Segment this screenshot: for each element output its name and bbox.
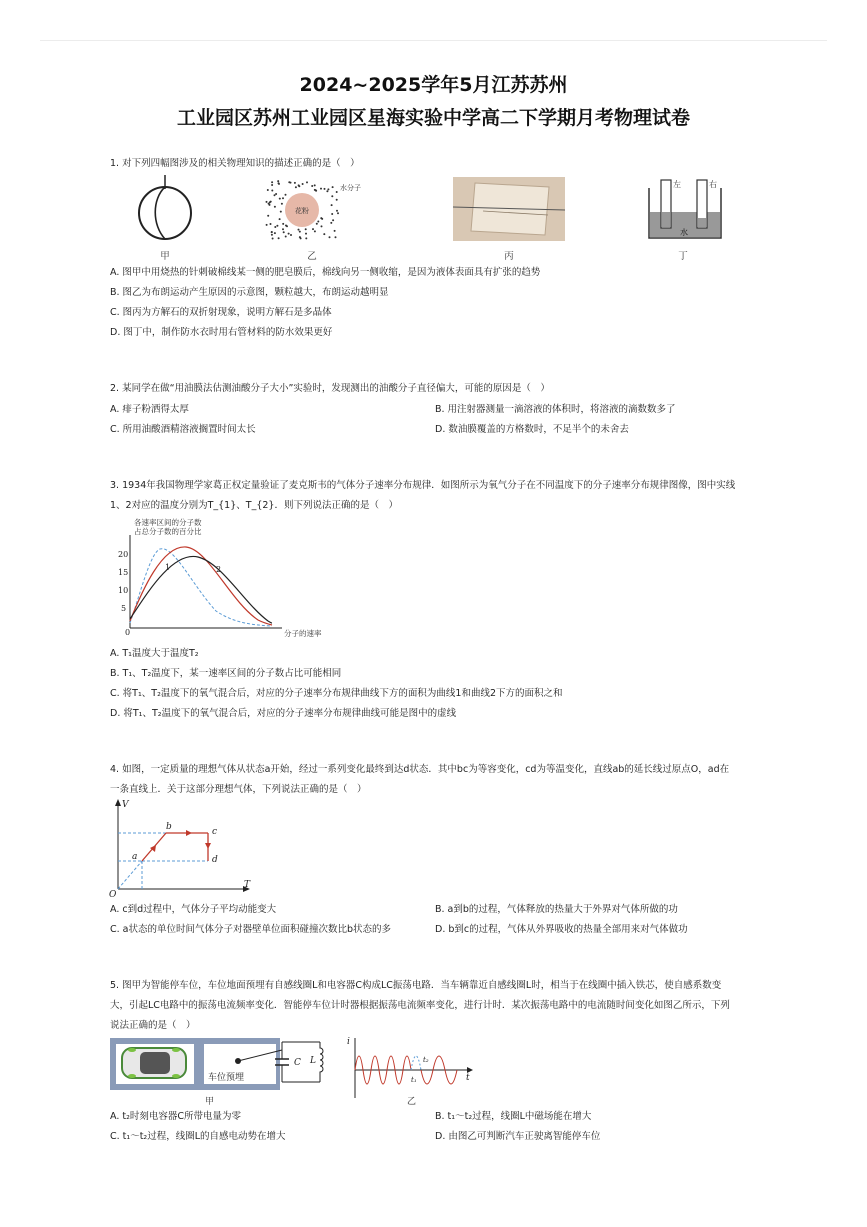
water-molecule-dot xyxy=(312,228,314,230)
q4-stem-line2: 一条直线上．关于这部分理想气体，下列说法正确的是（ ） xyxy=(110,784,367,795)
water-molecule-dot xyxy=(305,237,307,239)
water-molecule-dot xyxy=(294,182,296,184)
water-molecule-dot xyxy=(271,234,273,236)
q1-figure-jia xyxy=(130,175,200,245)
water-molecule-dot xyxy=(285,236,287,238)
water-molecule-dot xyxy=(275,193,277,195)
water-molecule-dot xyxy=(316,223,318,225)
water-molecule-dot xyxy=(271,181,273,183)
water-molecule-dot xyxy=(314,230,316,232)
water-molecule-dot xyxy=(337,212,339,214)
water-molecule-dot xyxy=(323,233,325,235)
q4-option-b: B. a到b的过程，气体释放的热量大于外界对气体所做的功 xyxy=(435,904,678,915)
q1-ding-right-label: 右 xyxy=(709,180,717,189)
q4-point-c: c xyxy=(212,827,218,837)
q1-yi-side-label: 水分子 xyxy=(340,184,361,192)
water-molecule-dot xyxy=(282,223,284,225)
water-molecule-dot xyxy=(330,222,332,224)
q5-inductor-label: L xyxy=(310,1056,316,1066)
q1-ding-left-label: 左 xyxy=(673,180,681,189)
q1-caption-yi: 乙 xyxy=(307,251,317,262)
water-molecule-dot xyxy=(305,228,307,230)
q5-stem-line1: 5. 图甲为智能停车位，车位地面预埋有自感线圈L和电容器C构成LC振荡电路．当车辆靠近自感线圈L时，相当于在线圈中插入铁芯，使自感系数变 xyxy=(110,980,722,991)
water-molecule-dot xyxy=(336,191,338,193)
water-molecule-dot xyxy=(288,233,290,235)
q5-stem-line2: 大，引起LC电路中的振荡电流频率变化．智能停车位计时器根据振荡电流频率变化，进行计时．某次振荡电路中的电流随时间变化如图乙所示，下列 xyxy=(110,1000,730,1011)
water-molecule-dot xyxy=(317,221,319,223)
water-molecule-dot xyxy=(334,230,336,232)
water-molecule-dot xyxy=(281,203,283,205)
chart-xlabel: 分子的速率 xyxy=(284,629,322,638)
top-divider xyxy=(40,40,827,41)
chart-series-label-2: 2 xyxy=(216,565,222,574)
q1-caption-ding: 丁 xyxy=(678,251,688,262)
q5-label-t1: t₁ xyxy=(411,1076,417,1084)
water-molecule-dot xyxy=(274,194,276,196)
q4-axis-V: V xyxy=(122,800,129,810)
q3-option-a: A. T₁温度大于温度T₂ xyxy=(110,648,199,659)
q5-stem-line3: 说法正确的是（ ） xyxy=(110,1020,196,1031)
q5-label-t2: t₂ xyxy=(423,1056,429,1064)
water-molecule-dot xyxy=(271,190,273,192)
water-molecule-dot xyxy=(274,206,276,208)
chart-series-label-1: 1 xyxy=(165,563,171,572)
water-molecule-dot xyxy=(282,197,284,199)
page-title-line1: 2024~2025学年5月江苏苏州 xyxy=(299,74,568,96)
q4-vt-diagram xyxy=(108,797,258,899)
page-title-line2: 工业园区苏州工业园区星海实验中学高二下学期月考物理试卷 xyxy=(176,107,690,129)
q5-caption-yi: 乙 xyxy=(407,1097,417,1107)
q2-option-a: A. 痱子粉洒得太厚 xyxy=(110,404,189,415)
chart-curve-1 xyxy=(130,547,272,625)
water-molecule-dot xyxy=(282,228,284,230)
chart-y-tick-15: 15 xyxy=(118,568,129,577)
water-molecule-dot xyxy=(305,233,307,235)
q1-figure-ding xyxy=(645,178,725,242)
q5-caption-jia: 甲 xyxy=(205,1097,215,1107)
water-molecule-dot xyxy=(315,190,317,192)
q5-option-d: D. 由图乙可判断汽车正驶离智能停车位 xyxy=(435,1131,601,1142)
q3-stem-line1: 3. 1934年我国物理学家葛正权定量验证了麦克斯韦的气体分子速率分布规律．如图所示为氧气分子在不同温度下的分子速率分布规律图像，图中实线 xyxy=(110,480,736,491)
q1-ding-water-label: 水 xyxy=(680,228,688,237)
water-molecule-dot xyxy=(274,226,276,228)
q5-option-c: C. t₁～t₂过程，线圈L的自感电动势在增大 xyxy=(110,1131,286,1142)
water-molecule-dot xyxy=(324,188,326,190)
water-molecule-dot xyxy=(299,231,301,233)
water-molecule-dot xyxy=(300,237,302,239)
q4-origin-O: O xyxy=(109,890,117,899)
q4-option-a: A. c到d过程中，气体分子平均动能变大 xyxy=(110,904,277,915)
chart-y-tick-5: 5 xyxy=(121,604,127,613)
water-molecule-dot xyxy=(320,217,322,219)
q4-point-b: b xyxy=(166,822,172,832)
water-molecule-dot xyxy=(327,188,329,190)
q2-stem: 2. 某同学在做“用油膜法估测油酸分子大小”实验时，发现测出的油酸分子直径偏大，可能的原因是（ ） xyxy=(110,383,550,394)
q1-caption-jia: 甲 xyxy=(160,251,170,262)
q3-option-c: C. 将T₁、T₂温度下的氧气混合后，对应的分子速率分布规律曲线下方的面积为曲线1和曲线2下方的面积之和 xyxy=(110,688,563,699)
water-molecule-dot xyxy=(306,181,308,183)
q2-option-d: D. 数油膜覆盖的方格数时，不足半个的未舍去 xyxy=(435,424,629,435)
q5-current-time-graph xyxy=(345,1036,475,1108)
water-molecule-dot xyxy=(331,213,333,215)
q4-point-d: d xyxy=(212,855,218,865)
q5-parking-label: 车位预埋 xyxy=(208,1073,245,1083)
water-molecule-dot xyxy=(278,237,280,239)
chart-ylabel-line1: 各速率区间的分子数 xyxy=(134,518,202,527)
q3-option-d: D. 将T₁、T₂温度下的氧气混合后，对应的分子速率分布规律曲线可能是图中的虚线 xyxy=(110,708,457,719)
q5-option-a: A. t₂时刻电容器C所带电量为零 xyxy=(110,1111,242,1122)
q3-speed-distribution-chart xyxy=(112,515,332,640)
water-molecule-dot xyxy=(332,219,334,221)
q4-point-a: a xyxy=(132,852,138,862)
chart-y-tick-20: 20 xyxy=(118,550,129,559)
water-molecule-dot xyxy=(279,198,281,200)
water-molecule-dot xyxy=(283,231,285,233)
water-molecule-dot xyxy=(268,203,270,205)
q4-option-c: C. a状态的单位时间气体分子对器壁单位面积碰撞次数比b状态的多 xyxy=(110,924,392,935)
water-molecule-dot xyxy=(274,232,276,234)
water-molecule-dot xyxy=(326,190,328,192)
chart-y-tick-10: 10 xyxy=(118,586,129,595)
water-molecule-dot xyxy=(332,186,334,188)
water-molecule-dot xyxy=(267,215,269,217)
water-molecule-dot xyxy=(290,182,292,184)
water-molecule-dot xyxy=(290,234,292,236)
water-molecule-dot xyxy=(336,199,338,201)
q1-yi-center-label: 花粉 xyxy=(295,207,309,215)
chart-ylabel-line2: 占总分子数的百分比 xyxy=(134,527,202,536)
q2-option-b: B. 用注射器测量一滴溶液的体积时，将溶液的滴数数多了 xyxy=(435,404,676,415)
q1-option-b: B. 图乙为布朗运动产生原因的示意图，颗粒越大，布朗运动越明显 xyxy=(110,287,389,298)
water-molecule-dot xyxy=(266,224,268,226)
water-molecule-dot xyxy=(321,225,323,227)
q1-caption-bing: 丙 xyxy=(504,251,514,262)
water-molecule-dot xyxy=(314,184,316,186)
q1-option-a: A. 图甲中用烧热的针刺破棉线某一侧的肥皂膜后，棉线向另一侧收缩，是因为液体表面具有扩张的趋势 xyxy=(110,267,541,278)
water-molecule-dot xyxy=(298,184,300,186)
water-molecule-dot xyxy=(271,231,273,233)
water-molecule-dot xyxy=(331,195,333,197)
water-molecule-dot xyxy=(285,225,287,227)
water-molecule-dot xyxy=(271,184,273,186)
q1-figure-yi xyxy=(262,178,362,242)
water-molecule-dot xyxy=(267,189,269,191)
q2-option-c: C. 所用油酸酒精溶液搁置时间太长 xyxy=(110,424,256,435)
q5-axis-i: i xyxy=(347,1037,350,1047)
q1-option-c: C. 图丙为方解石的双折射现象，说明方解石是多晶体 xyxy=(110,307,332,318)
q4-option-d: D. b到c的过程，气体从外界吸收的热量全部用来对气体做功 xyxy=(435,924,688,935)
water-molecule-dot xyxy=(295,186,297,188)
water-molecule-dot xyxy=(302,183,304,185)
water-molecule-dot xyxy=(331,204,333,206)
water-molecule-dot xyxy=(335,236,337,238)
water-molecule-dot xyxy=(266,201,268,203)
water-molecule-dot xyxy=(276,225,278,227)
q5-figure-jia xyxy=(110,1036,330,1108)
q5-option-b: B. t₁～t₂过程，线圈L中磁场能在增大 xyxy=(435,1111,592,1122)
q5-axis-t: t xyxy=(466,1073,470,1083)
water-molecule-dot xyxy=(279,218,281,220)
water-molecule-dot xyxy=(270,223,272,225)
q4-stem-line1: 4. 如图，一定质量的理想气体从状态a开始，经过一系列变化最终到达d状态．其中bc为等容变化，cd为等温变化，直线ab的延长线过原点O，ad在 xyxy=(110,764,730,775)
water-molecule-dot xyxy=(277,180,279,182)
chart-y-tick-0: 0 xyxy=(125,628,131,637)
q3-stem-line2: 1、2对应的温度分别为T_{1}、T_{2}．则下列说法正确的是（ ） xyxy=(110,500,398,511)
water-molecule-dot xyxy=(336,210,338,212)
q1-stem: 1. 对下列四幅图涉及的相关物理知识的描述正确的是（ ） xyxy=(110,158,360,169)
water-molecule-dot xyxy=(320,188,322,190)
water-molecule-dot xyxy=(311,185,313,187)
water-molecule-dot xyxy=(298,229,300,231)
q1-option-d: D. 图丁中，制作防水衣时用右管材料的防水效果更好 xyxy=(110,327,333,338)
water-molecule-dot xyxy=(280,211,282,213)
water-molecule-dot xyxy=(285,194,287,196)
chart-curve-2 xyxy=(130,556,272,623)
q3-option-b: B. T₁、T₂温度下，某一速率区间的分子数占比可能相同 xyxy=(110,668,342,679)
water-molecule-dot xyxy=(278,182,280,184)
q5-capacitor-label: C xyxy=(294,1058,301,1068)
q1-figure-bing xyxy=(453,177,565,241)
water-molecule-dot xyxy=(272,238,274,240)
q4-axis-T: T xyxy=(244,880,251,890)
water-molecule-dot xyxy=(329,236,331,238)
